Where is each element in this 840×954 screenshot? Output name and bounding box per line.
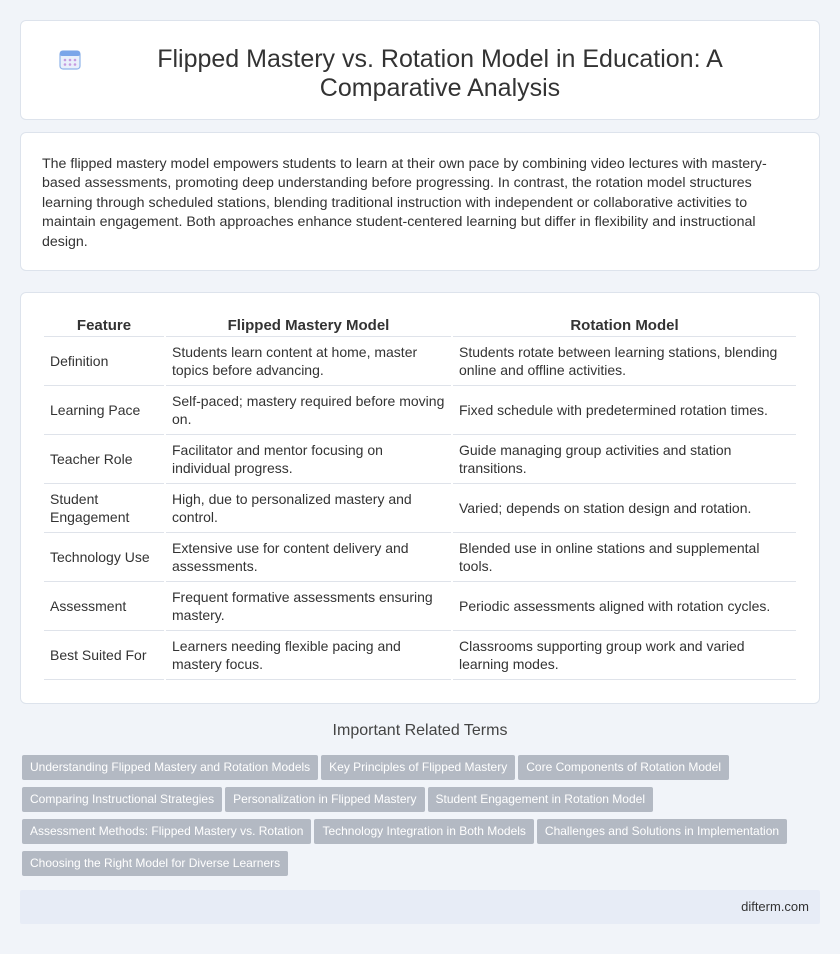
related-term-tag[interactable]: Understanding Flipped Mastery and Rotation Models <box>22 755 318 780</box>
related-terms-title: Important Related Terms <box>332 722 508 739</box>
row-feature: Teacher Role <box>44 435 164 484</box>
related-term-tag[interactable]: Student Engagement in Rotation Model <box>428 787 653 812</box>
row-flipped: High, due to personalized mastery and control. <box>166 484 451 533</box>
row-feature: Definition <box>44 337 164 386</box>
header-flipped-mastery: Flipped Mastery Model <box>166 315 451 337</box>
row-rotation: Guide managing group activities and station transitions. <box>453 435 796 484</box>
row-flipped: Extensive use for content delivery and assessments. <box>166 533 451 582</box>
page-title: Flipped Mastery vs. Rotation Model in Education: A Comparative Analysis <box>157 45 723 102</box>
related-term-tag[interactable]: Assessment Methods: Flipped Mastery vs. Rotation <box>22 819 311 844</box>
row-rotation: Fixed schedule with predetermined rotation times. <box>453 386 796 435</box>
header-rotation-model: Rotation Model <box>453 315 796 337</box>
row-flipped: Frequent formative assessments ensuring mastery. <box>166 582 451 631</box>
table-row <box>44 533 796 582</box>
footer-site-link[interactable]: difterm.com <box>741 899 809 914</box>
related-term-tag[interactable]: Choosing the Right Model for Diverse Learners <box>22 851 288 876</box>
table-header-row <box>44 315 796 337</box>
intro-card <box>20 132 820 271</box>
comparison-table <box>42 315 798 680</box>
header-feature: Feature <box>44 315 164 337</box>
row-flipped: Learners needing flexible pacing and mastery focus. <box>166 631 451 680</box>
row-rotation: Blended use in online stations and supplemental tools. <box>453 533 796 582</box>
row-rotation: Varied; depends on station design and rotation. <box>453 484 796 533</box>
table-row <box>44 386 796 435</box>
table-row <box>44 582 796 631</box>
comparison-table-card <box>20 292 820 704</box>
related-term-tag[interactable]: Technology Integration in Both Models <box>314 819 533 844</box>
related-term-tag[interactable]: Key Principles of Flipped Mastery <box>321 755 515 780</box>
intro-paragraph: The flipped mastery model empowers students to learn at their own pace by combining video lectures with mastery-based assessments, promoting deep understanding before progressing. In contrast, the rotation model structures learning through scheduled stations, blending traditional instruction with independent or collaborative activities to maintain engagement. Both approaches enhance student-centered learning but differ in flexibility and instructional design. <box>42 156 767 250</box>
table-row <box>44 484 796 533</box>
related-term-tag[interactable]: Challenges and Solutions in Implementation <box>537 819 787 844</box>
row-flipped: Facilitator and mentor focusing on individual progress. <box>166 435 451 484</box>
row-rotation: Students rotate between learning stations, blending online and offline activities. <box>453 337 796 386</box>
row-feature: Assessment <box>44 582 164 631</box>
related-term-tag[interactable]: Core Components of Rotation Model <box>518 755 729 780</box>
row-flipped: Students learn content at home, master topics before advancing. <box>166 337 451 386</box>
related-term-tag[interactable]: Comparing Instructional Strategies <box>22 787 222 812</box>
row-feature: Technology Use <box>44 533 164 582</box>
table-row <box>44 631 796 680</box>
row-flipped: Self-paced; mastery required before moving on. <box>166 386 451 435</box>
table-row <box>44 337 796 386</box>
table-row <box>44 435 796 484</box>
row-rotation: Periodic assessments aligned with rotation cycles. <box>453 582 796 631</box>
related-terms-list <box>22 755 812 883</box>
row-rotation: Classrooms supporting group work and varied learning modes. <box>453 631 796 680</box>
row-feature: Student Engagement <box>44 484 164 533</box>
row-feature: Best Suited For <box>44 631 164 680</box>
related-term-tag[interactable]: Personalization in Flipped Mastery <box>225 787 424 812</box>
row-feature: Learning Pace <box>44 386 164 435</box>
footer <box>20 890 820 924</box>
header-card <box>20 20 820 120</box>
